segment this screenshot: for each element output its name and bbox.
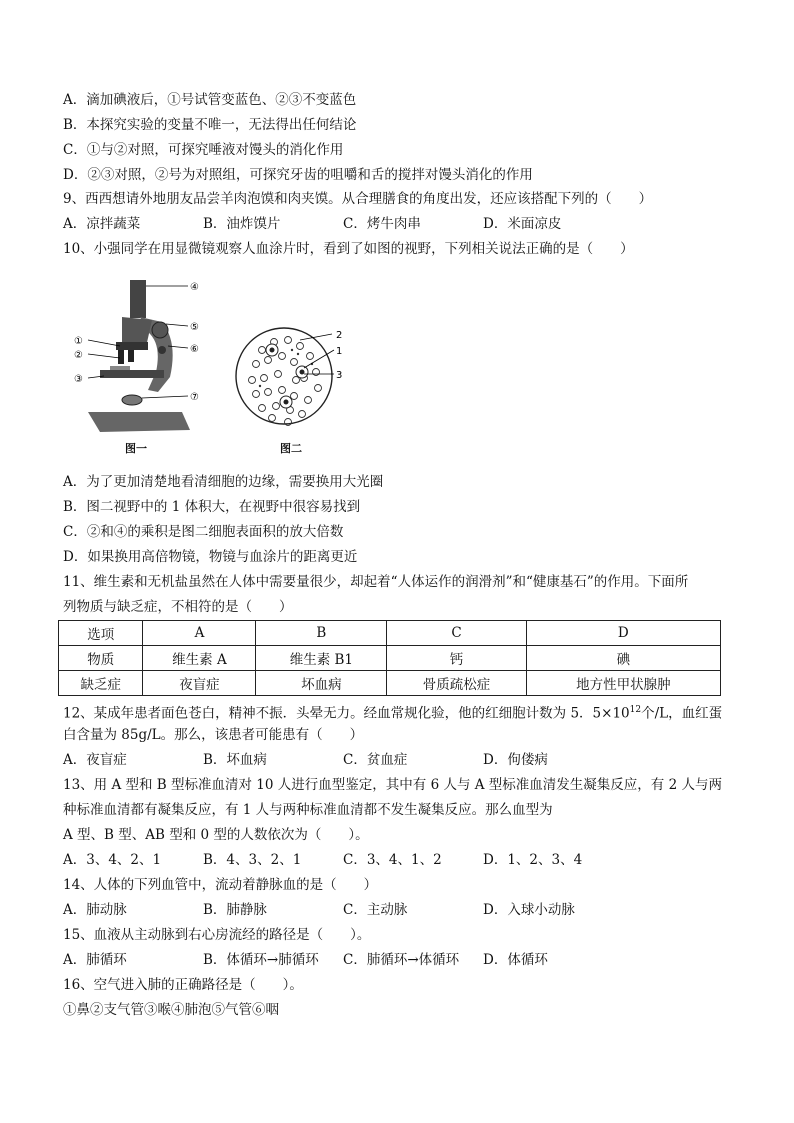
table-cell: C: [387, 621, 526, 646]
q15-option-d: D．体循环: [483, 952, 548, 968]
q9-option-c: C．烤牛肉串: [343, 216, 421, 232]
q8-option-c: C．①与②对照，可探究唾液对馒头的消化作用: [63, 142, 344, 158]
table-cell: 物质: [59, 646, 143, 671]
q12-stem-line2: 白含量为 85g/L。那么，该患者可能患有（ ）: [63, 727, 364, 743]
q10-stem: 10、小强同学在用显微镜观察人血涂片时，看到了如图的视野，下列相关说法正确的是（ ）: [63, 241, 634, 257]
q12-option-c: C．贫血症: [343, 752, 408, 768]
q9-options: [63, 214, 561, 234]
blood-smear-figure: [232, 320, 352, 432]
q11-table: [58, 620, 721, 696]
table-cell: 钙: [387, 646, 526, 671]
table-cell: 碘: [526, 646, 720, 671]
q14-stem: 14、人体的下列血管中，流动着静脉血的是（ ）: [63, 877, 378, 893]
q15-stem: 15、血液从主动脉到右心房流经的路径是（ ）。: [63, 927, 371, 943]
q10-option-c: C．②和④的乘积是图二细胞表面积的放大倍数: [63, 524, 344, 540]
objective-lens: [118, 350, 124, 364]
table-cell: 选项: [59, 621, 143, 646]
q12-option-d: D．佝偻病: [483, 752, 548, 768]
table-cell: 地方性甲状腺肿: [526, 671, 720, 696]
q13-stem-line2: 种标准血清都有凝集反应，有 1 人与两种标准血清都不发生凝集反应。那么血型为: [63, 802, 553, 818]
stage-clip: [110, 366, 130, 370]
table-row: [59, 621, 721, 646]
q15-option-b: B．体循环→肺循环: [203, 952, 319, 968]
q14-option-d: D．入球小动脉: [483, 902, 575, 918]
q8-option-a: A．滴加碘液后，①号试管变蓝色、②③不变蓝色: [63, 92, 357, 108]
q16-stem: 16、空气进入肺的正确路径是（ ）。: [63, 977, 303, 993]
label-1-fig2: 1: [336, 346, 343, 357]
figure-1-caption: 图一: [125, 442, 147, 455]
label-2: ②: [74, 350, 83, 361]
table-cell: D: [526, 621, 720, 646]
table-row: [59, 671, 721, 696]
label-6: ⑥: [190, 344, 199, 355]
q10-option-a: A．为了更加清楚地看清细胞的边缘，需要换用大光圈: [63, 474, 384, 490]
q9-stem: 9、西西想请外地朋友品尝羊肉泡馍和肉夹馍。从合理膳食的角度出发，还应该搭配下列的（ ）: [63, 191, 653, 207]
q13-option-d: D．1、2、3、4: [483, 852, 583, 868]
q11-stem-line1: 11、维生素和无机盐虽然在人体中需要量很少，却起着“人体运作的润滑剂”和“健康基石”的作用。下面所: [63, 574, 689, 590]
q13-option-c: C．3、4、1、2: [343, 852, 442, 868]
q12-option-a: A．夜盲症: [63, 752, 127, 768]
q15-options: [63, 950, 548, 970]
label-1: ①: [74, 336, 83, 347]
q12-options: [63, 750, 548, 770]
table-cell: 骨质疏松症: [387, 671, 526, 696]
q15-option-c: C．肺循环→体循环: [343, 952, 460, 968]
eyepiece: [130, 280, 146, 318]
q8-option-b: B．本探究实验的变量不唯一，无法得出任何结论: [63, 117, 357, 133]
q9-option-a: A．凉拌蔬菜: [63, 216, 141, 232]
coarse-knob: [152, 322, 168, 338]
q16-items: ①鼻②支气管③喉④肺泡⑤气管⑥咽: [63, 1002, 279, 1018]
objective-lens-2: [128, 350, 134, 362]
q9-option-d: D．米面凉皮: [483, 216, 562, 232]
q12-stem-text-b: 个/L，血红蛋: [641, 705, 723, 722]
label-5: ⑤: [190, 322, 199, 333]
q13-stem-line3: A 型、B 型、AB 型和 0 型的人数依次为（ ）。: [63, 827, 369, 843]
q11-stem-line2: 列物质与缺乏症，不相符的是（ ）: [63, 599, 293, 615]
q12-exponent: 12: [629, 705, 642, 715]
table-row: [59, 646, 721, 671]
q14-option-b: B．肺静脉: [203, 902, 267, 918]
table-cell: A: [143, 621, 256, 646]
q10-option-b: B．图二视野中的 1 体积大，在视野中很容易找到: [63, 499, 361, 515]
label-7: ⑦: [190, 392, 199, 403]
stage: [100, 370, 164, 378]
figure-2-caption: 图二: [280, 442, 302, 455]
q13-stem-line1: 13、用 A 型和 B 型标准血清对 10 人进行血型鉴定，其中有 6 人与 A 型标准血清发生凝集反应，有 2 人与两: [63, 777, 722, 793]
q15-option-a: A．肺循环: [63, 952, 127, 968]
q14-options: [63, 900, 575, 920]
field-of-view: [236, 328, 332, 424]
label-4: ④: [190, 282, 199, 293]
q14-option-c: C．主动脉: [343, 902, 408, 918]
q14-option-a: A．肺动脉: [63, 902, 127, 918]
q8-option-d: D．②③对照，②号为对照组，可探究牙齿的咀嚼和舌的搅拌对馒头消化的作用: [63, 167, 533, 183]
mirror: [122, 395, 142, 405]
label-2-fig2: 2: [336, 330, 343, 341]
q13-option-b: B．4、3、2、1: [203, 852, 302, 868]
table-cell: 坏血病: [256, 671, 387, 696]
table-cell: 夜盲症: [143, 671, 256, 696]
q13-options: [63, 850, 582, 870]
table-cell: 维生素 A: [143, 646, 256, 671]
table-cell: 维生素 B1: [256, 646, 387, 671]
fine-knob: [158, 346, 166, 354]
q12-option-b: B．坏血病: [203, 752, 267, 768]
microscope-figure: [70, 272, 210, 442]
microscope-base: [88, 412, 190, 432]
q12-stem-line1: [63, 700, 722, 724]
label-3: ③: [74, 374, 83, 385]
q12-stem-text-a: 12、某成年患者面色苍白，精神不振．头晕无力。经血常规化验，他的红细胞计数为 5．5×10: [63, 705, 630, 722]
q9-option-b: B．油炸馍片: [203, 216, 281, 232]
nosepiece: [116, 342, 148, 350]
table-cell: B: [256, 621, 387, 646]
q10-option-d: D．如果换用高倍物镜，物镜与血涂片的距离更近: [63, 549, 358, 565]
q13-option-a: A．3、4、2、1: [63, 852, 162, 868]
label-3-fig2: 3: [336, 370, 343, 381]
table-cell: 缺乏症: [59, 671, 143, 696]
